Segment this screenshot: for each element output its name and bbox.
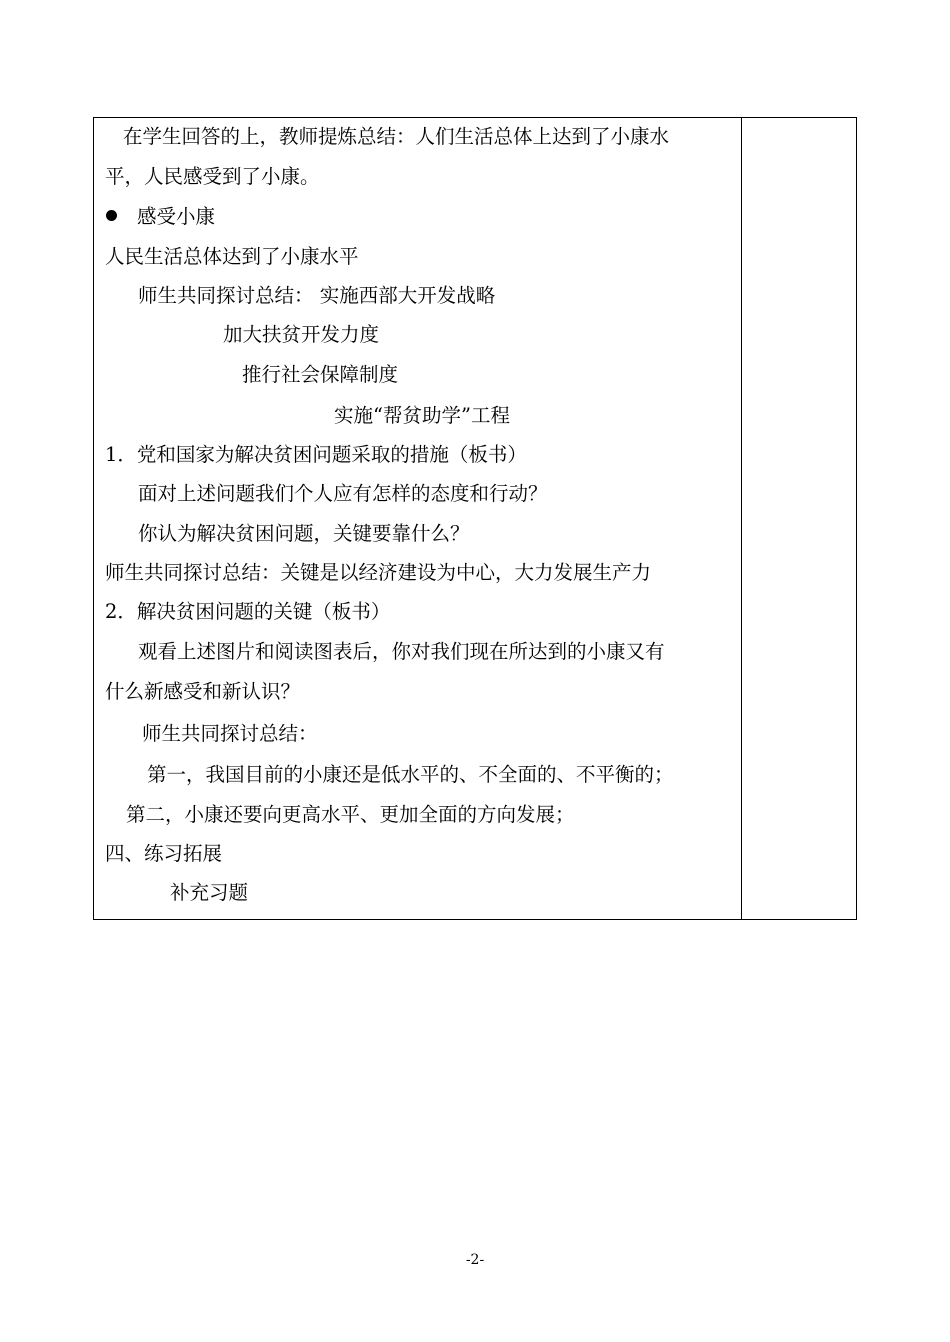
text-line: 实施“帮贫助学”工程 (334, 404, 510, 427)
bullet-item (106, 205, 215, 229)
text-line: 观看上述图片和阅读图表后，你对我们现在所达到的小康又有 (138, 640, 665, 663)
text-line: 你认为解决贫困问题，关键要靠什么？ (138, 522, 470, 545)
text-line: 四、练习拓展 (105, 842, 223, 865)
text-line: 人民生活总体达到了小康水平 (105, 245, 359, 268)
text-line: 平，人民感受到了小康。 (105, 165, 320, 188)
lesson-plan-table (93, 117, 857, 920)
text-line: 加大扶贫开发力度 (223, 323, 380, 346)
bullet-label: 感受小康 (137, 205, 216, 228)
text-line: 在学生回答的上，教师提炼总结：人们生活总体上达到了小康水 (123, 125, 670, 148)
text-line: 师生共同探讨总结： 实施西部大开发战略 (138, 284, 496, 307)
text-line: 师生共同探讨总结：关键是以经济建设为中心，大力发展生产力 (105, 561, 652, 584)
text-line: 什么新感受和新认识？ (105, 680, 301, 703)
lesson-content-cell (94, 118, 742, 919)
text-line: 2．解决贫困问题的关键（板书） (105, 600, 391, 623)
notes-cell (742, 118, 856, 919)
text-line: 补充习题 (170, 881, 249, 904)
bullet-icon (106, 210, 117, 221)
text-line: 1．党和国家为解决贫困问题采取的措施（板书） (105, 443, 527, 466)
text-line: 面对上述问题我们个人应有怎样的态度和行动？ (138, 482, 548, 505)
text-line: 第二，小康还要向更高水平、更加全面的方向发展； (126, 803, 575, 826)
text-line: 师生共同探讨总结： (142, 722, 318, 745)
page-number: -2- (465, 1252, 485, 1268)
text-line: 第一，我国目前的小康还是低水平的、不全面的、不平衡的； (147, 763, 674, 786)
text-line: 推行社会保障制度 (242, 363, 399, 386)
